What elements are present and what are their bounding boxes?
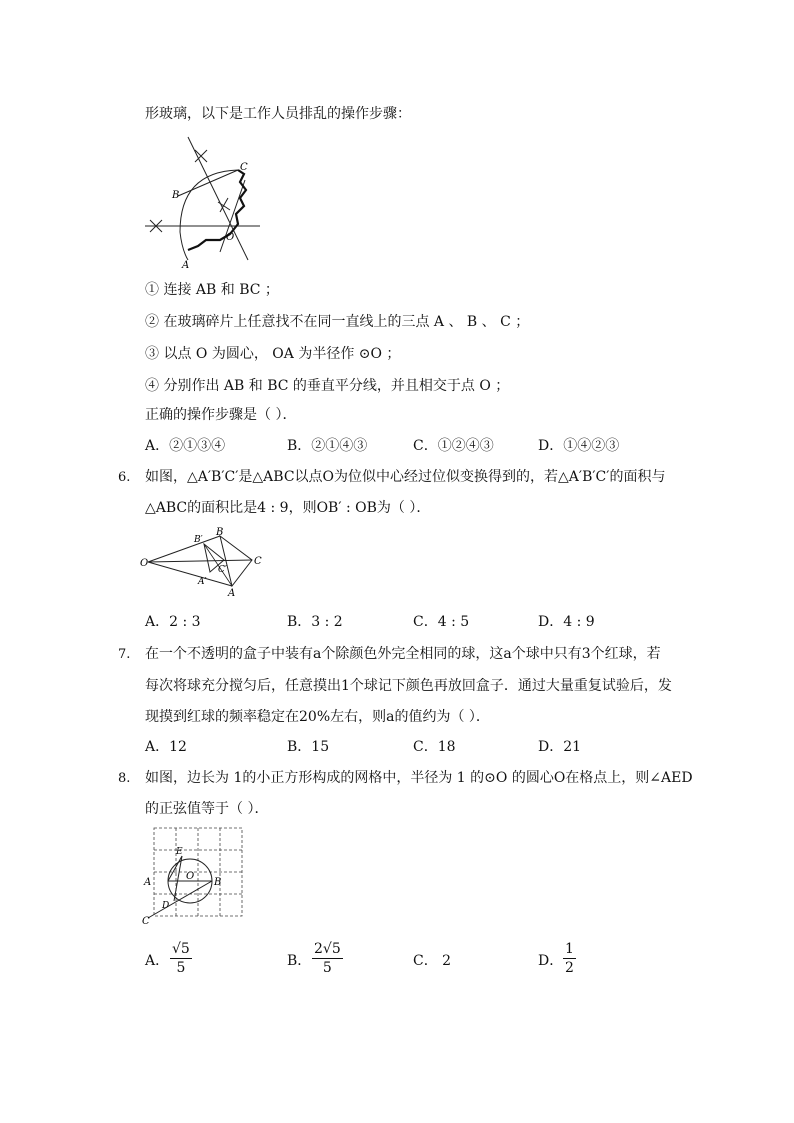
q8-figure	[140, 826, 250, 926]
q5-label-o: O	[226, 232, 235, 243]
q7-number: 7.	[118, 647, 131, 662]
q6-label-c: C	[254, 556, 262, 567]
q8-number: 8.	[118, 771, 131, 786]
q8-option-b-numerator: 2√5	[314, 941, 341, 957]
q5-figure	[140, 132, 270, 272]
q8-option-a-denominator: 5	[176, 960, 186, 976]
q8-option-d-fraction	[563, 940, 576, 977]
q8-label-d: D	[162, 901, 170, 911]
q5-option-d: D．①④②③	[538, 438, 620, 454]
q8-line-1: 如图，边长为 1的小正方形构成的网格中，半径为 1 的⊙O 的圆心O在格点上，则∠AED	[145, 770, 693, 786]
q8-option-a-prefix: A．	[145, 953, 170, 969]
q8-option-d-denominator: 2	[565, 960, 574, 976]
q5-question: 正确的操作步骤是（ ）．	[145, 407, 297, 423]
q5-option-c: C．①②④③	[413, 438, 494, 454]
q6-label-a: A	[228, 588, 236, 599]
q6-label-c-prime: C′	[218, 565, 227, 575]
q6-number: 6.	[118, 470, 131, 485]
q8-option-a-fraction	[170, 940, 192, 977]
q6-option-b: B．3 : 2	[287, 614, 343, 630]
q8-option-b-denominator: 5	[322, 960, 332, 976]
q8-line-2: 的正弦值等于（ ）．	[145, 801, 269, 817]
q6-label-b: B	[216, 527, 224, 538]
q8-label-a: A	[144, 877, 152, 888]
q5-option-a: A．②①③④	[145, 438, 226, 454]
q5-label-a: A	[182, 260, 190, 271]
q7-option-b: B．15	[287, 739, 330, 755]
q6-option-d: D．4 : 9	[538, 614, 595, 630]
q8-option-c: C． 2	[413, 953, 452, 969]
q6-label-o: O	[140, 558, 149, 569]
q5-option-b: B．②①④③	[287, 438, 368, 454]
q8-label-c: C	[142, 916, 150, 926]
q8-option-a-numerator: √5	[172, 941, 190, 957]
q6-option-c: C．4 : 5	[413, 614, 470, 630]
q5-label-b: B	[172, 190, 180, 201]
q8-option-b-prefix: B．	[287, 953, 312, 969]
q5-step-3: ③ 以点 O 为圆心， OA 为半径作 ⊙O ；	[145, 346, 401, 362]
q5-intro: 形玻璃，以下是工作人员排乱的操作步骤：	[145, 106, 411, 122]
q6-label-a-prime: A′	[198, 577, 207, 587]
q7-option-a: A．12	[145, 739, 187, 755]
q7-option-c: C．18	[413, 739, 456, 755]
q5-step-2: ② 在玻璃碎片上任意找不在同一直线上的三点 A 、 B 、 C ；	[145, 314, 530, 330]
q8-option-b-fraction	[312, 940, 343, 977]
q7-line-2: 每次将球充分搅匀后，任意摸出1个球记下颜色再放回盒子．通过大量重复试验后，发	[145, 678, 672, 694]
q7-option-d: D．21	[538, 739, 582, 755]
q6-label-b-prime: B′	[194, 535, 203, 545]
q5-label-c: C	[240, 162, 248, 173]
q7-line-1: 在一个不透明的盒子中装有a个除颜色外完全相同的球，这a个球中只有3个红球，若	[145, 646, 661, 662]
q5-step-1: ① 连接 AB 和 BC ；	[145, 282, 279, 298]
q8-label-e: E	[176, 847, 183, 857]
q8-option-d-numerator: 1	[565, 941, 574, 957]
q8-label-b: B	[214, 877, 222, 888]
q6-figure	[140, 526, 270, 600]
q6-option-a: A．2 : 3	[145, 614, 201, 630]
q6-line-1: 如图，△A′B′C′是△ABC以点O为位似中心经过位似变换得到的，若△A′B′C′的面积与	[145, 469, 666, 485]
q6-line-2: △ABC的面积比是4 : 9，则OB′ : OB为（ ）．	[145, 500, 431, 516]
q8-label-o: O	[186, 871, 195, 882]
q5-step-4: ④ 分别作出 AB 和 BC 的垂直平分线，并且相交于点 O ；	[145, 378, 510, 394]
q8-option-d-prefix: D．	[538, 953, 564, 969]
q7-line-3: 现摸到红球的频率稳定在20%左右，则a的值约为（ ）．	[145, 709, 490, 725]
